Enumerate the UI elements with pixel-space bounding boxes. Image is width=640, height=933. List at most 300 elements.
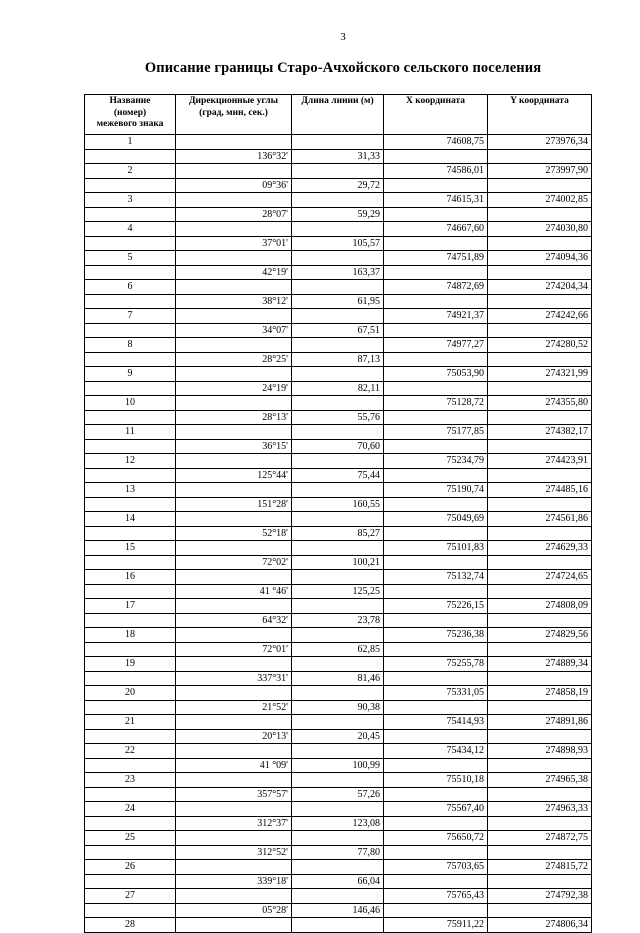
point-name-cell xyxy=(85,265,176,280)
segment-row xyxy=(85,468,592,483)
point-row xyxy=(85,367,592,382)
x-coordinate-cell: 75414,93 xyxy=(384,715,488,730)
angle-cell: 05°28' xyxy=(176,903,292,918)
angle-cell: 312°37' xyxy=(176,816,292,831)
y-coordinate-cell xyxy=(488,903,592,918)
y-coordinate-cell xyxy=(488,787,592,802)
angle-cell xyxy=(176,918,292,933)
x-coordinate-cell: 74977,27 xyxy=(384,338,488,353)
y-coordinate-cell: 274898,93 xyxy=(488,744,592,759)
length-cell: 61,95 xyxy=(292,294,384,309)
point-row xyxy=(85,599,592,614)
x-coordinate-cell xyxy=(384,468,488,483)
header-name-line: (номер) xyxy=(113,107,147,118)
length-cell: 100,99 xyxy=(292,758,384,773)
y-coordinate-cell: 274629,33 xyxy=(488,541,592,556)
table-header-row xyxy=(85,95,592,135)
angle-cell xyxy=(176,744,292,759)
x-coordinate-cell xyxy=(384,294,488,309)
point-name-cell xyxy=(85,526,176,541)
point-row xyxy=(85,715,592,730)
x-coordinate-cell xyxy=(384,149,488,164)
length-cell: 90,38 xyxy=(292,700,384,715)
y-coordinate-cell xyxy=(488,352,592,367)
segment-row xyxy=(85,439,592,454)
y-coordinate-cell: 274382,17 xyxy=(488,425,592,440)
angle-cell: 28°07' xyxy=(176,207,292,222)
angle-cell xyxy=(176,628,292,643)
length-cell: 77,80 xyxy=(292,845,384,860)
point-name-cell xyxy=(85,236,176,251)
x-coordinate-cell: 74751,89 xyxy=(384,251,488,266)
angle-cell xyxy=(176,309,292,324)
length-cell xyxy=(292,135,384,150)
x-coordinate-cell: 74872,69 xyxy=(384,280,488,295)
x-coordinate-cell xyxy=(384,207,488,222)
angle-cell xyxy=(176,193,292,208)
x-coordinate-cell xyxy=(384,526,488,541)
point-row xyxy=(85,222,592,237)
point-name-cell xyxy=(85,787,176,802)
segment-row xyxy=(85,584,592,599)
x-coordinate-cell xyxy=(384,352,488,367)
point-name-cell: 9 xyxy=(85,367,176,382)
x-coordinate-cell: 74608,75 xyxy=(384,135,488,150)
angle-cell: 52°18' xyxy=(176,526,292,541)
point-name-cell: 28 xyxy=(85,918,176,933)
y-coordinate-cell: 274002,85 xyxy=(488,193,592,208)
angle-cell xyxy=(176,773,292,788)
length-cell: 87,13 xyxy=(292,352,384,367)
point-name-cell: 11 xyxy=(85,425,176,440)
segment-row xyxy=(85,671,592,686)
y-coordinate-cell xyxy=(488,816,592,831)
header-length-line: Длина линии (м) xyxy=(301,96,374,106)
x-coordinate-cell: 75234,79 xyxy=(384,454,488,469)
point-name-cell xyxy=(85,294,176,309)
segment-row xyxy=(85,236,592,251)
y-coordinate-cell xyxy=(488,584,592,599)
segment-row xyxy=(85,526,592,541)
point-row xyxy=(85,657,592,672)
y-coordinate-cell xyxy=(488,149,592,164)
y-coordinate-cell: 274423,91 xyxy=(488,454,592,469)
length-cell: 125,25 xyxy=(292,584,384,599)
y-coordinate-cell xyxy=(488,874,592,889)
point-row xyxy=(85,483,592,498)
y-coordinate-cell xyxy=(488,323,592,338)
y-coordinate-cell xyxy=(488,178,592,193)
y-coordinate-cell: 274872,75 xyxy=(488,831,592,846)
x-coordinate-cell xyxy=(384,903,488,918)
y-coordinate-cell xyxy=(488,294,592,309)
y-coordinate-cell: 274485,16 xyxy=(488,483,592,498)
point-name-cell: 26 xyxy=(85,860,176,875)
angle-cell: 38°12' xyxy=(176,294,292,309)
length-cell xyxy=(292,338,384,353)
angle-cell xyxy=(176,889,292,904)
point-row xyxy=(85,280,592,295)
y-coordinate-cell xyxy=(488,236,592,251)
header-y-line: Y координата xyxy=(510,96,569,106)
length-cell: 100,21 xyxy=(292,555,384,570)
y-coordinate-cell: 274321,99 xyxy=(488,367,592,382)
x-coordinate-cell xyxy=(384,178,488,193)
point-row xyxy=(85,309,592,324)
point-name-cell xyxy=(85,381,176,396)
header-length xyxy=(292,95,384,135)
x-coordinate-cell xyxy=(384,816,488,831)
point-name-cell: 12 xyxy=(85,454,176,469)
point-name-cell: 1 xyxy=(85,135,176,150)
length-cell: 160,55 xyxy=(292,497,384,512)
y-coordinate-cell xyxy=(488,410,592,425)
point-row xyxy=(85,570,592,585)
length-cell xyxy=(292,164,384,179)
point-name-cell xyxy=(85,468,176,483)
point-name-cell xyxy=(85,149,176,164)
segment-row xyxy=(85,700,592,715)
y-coordinate-cell xyxy=(488,700,592,715)
point-name-cell: 5 xyxy=(85,251,176,266)
point-name-cell: 27 xyxy=(85,889,176,904)
segment-row xyxy=(85,410,592,425)
point-name-cell: 10 xyxy=(85,396,176,411)
y-coordinate-cell: 274280,52 xyxy=(488,338,592,353)
length-cell xyxy=(292,715,384,730)
segment-row xyxy=(85,642,592,657)
point-row xyxy=(85,860,592,875)
x-coordinate-cell: 75911,22 xyxy=(384,918,488,933)
x-coordinate-cell: 75132,74 xyxy=(384,570,488,585)
point-name-cell xyxy=(85,207,176,222)
segment-row xyxy=(85,323,592,338)
length-cell xyxy=(292,802,384,817)
point-row xyxy=(85,164,592,179)
y-coordinate-cell xyxy=(488,845,592,860)
x-coordinate-cell xyxy=(384,729,488,744)
length-cell xyxy=(292,222,384,237)
y-coordinate-cell xyxy=(488,613,592,628)
boundary-table xyxy=(84,94,592,933)
angle-cell xyxy=(176,483,292,498)
point-row xyxy=(85,396,592,411)
point-name-cell xyxy=(85,845,176,860)
y-coordinate-cell: 273976,34 xyxy=(488,135,592,150)
length-cell: 75,44 xyxy=(292,468,384,483)
length-cell: 29,72 xyxy=(292,178,384,193)
point-name-cell xyxy=(85,729,176,744)
x-coordinate-cell xyxy=(384,439,488,454)
angle-cell: 72°02' xyxy=(176,555,292,570)
y-coordinate-cell: 274806,34 xyxy=(488,918,592,933)
length-cell xyxy=(292,367,384,382)
point-name-cell xyxy=(85,410,176,425)
length-cell xyxy=(292,425,384,440)
length-cell xyxy=(292,570,384,585)
x-coordinate-cell: 75331,05 xyxy=(384,686,488,701)
x-coordinate-cell: 75128,72 xyxy=(384,396,488,411)
segment-row xyxy=(85,845,592,860)
angle-cell: 24°19' xyxy=(176,381,292,396)
point-name-cell: 25 xyxy=(85,831,176,846)
point-name-cell xyxy=(85,178,176,193)
x-coordinate-cell: 75177,85 xyxy=(384,425,488,440)
angle-cell xyxy=(176,657,292,672)
segment-row xyxy=(85,613,592,628)
y-coordinate-cell: 274891,86 xyxy=(488,715,592,730)
length-cell xyxy=(292,396,384,411)
length-cell xyxy=(292,309,384,324)
y-coordinate-cell xyxy=(488,555,592,570)
header-x xyxy=(384,95,488,135)
x-coordinate-cell: 75236,38 xyxy=(384,628,488,643)
length-cell: 123,08 xyxy=(292,816,384,831)
x-coordinate-cell xyxy=(384,671,488,686)
segment-row xyxy=(85,729,592,744)
angle-cell xyxy=(176,599,292,614)
angle-cell xyxy=(176,541,292,556)
x-coordinate-cell xyxy=(384,874,488,889)
length-cell: 59,29 xyxy=(292,207,384,222)
x-coordinate-cell xyxy=(384,787,488,802)
x-coordinate-cell xyxy=(384,758,488,773)
angle-cell: 339°18' xyxy=(176,874,292,889)
point-row xyxy=(85,744,592,759)
angle-cell xyxy=(176,715,292,730)
length-cell: 70,60 xyxy=(292,439,384,454)
point-name-cell: 2 xyxy=(85,164,176,179)
angle-cell: 37°01' xyxy=(176,236,292,251)
angle-cell xyxy=(176,831,292,846)
point-row xyxy=(85,512,592,527)
y-coordinate-cell: 273997,90 xyxy=(488,164,592,179)
segment-row xyxy=(85,178,592,193)
segment-row xyxy=(85,294,592,309)
point-row xyxy=(85,454,592,469)
point-name-cell: 13 xyxy=(85,483,176,498)
x-coordinate-cell xyxy=(384,613,488,628)
length-cell xyxy=(292,541,384,556)
point-name-cell xyxy=(85,874,176,889)
angle-cell: 337°31' xyxy=(176,671,292,686)
point-name-cell: 15 xyxy=(85,541,176,556)
x-coordinate-cell xyxy=(384,381,488,396)
length-cell: 105,57 xyxy=(292,236,384,251)
length-cell xyxy=(292,744,384,759)
point-name-cell: 3 xyxy=(85,193,176,208)
point-name-cell xyxy=(85,584,176,599)
y-coordinate-cell xyxy=(488,729,592,744)
header-angle xyxy=(176,95,292,135)
point-name-cell xyxy=(85,903,176,918)
angle-cell xyxy=(176,860,292,875)
point-name-cell xyxy=(85,671,176,686)
point-name-cell xyxy=(85,555,176,570)
point-row xyxy=(85,628,592,643)
angle-cell xyxy=(176,512,292,527)
length-cell: 55,76 xyxy=(292,410,384,425)
x-coordinate-cell xyxy=(384,555,488,570)
length-cell: 81,46 xyxy=(292,671,384,686)
x-coordinate-cell xyxy=(384,410,488,425)
length-cell: 23,78 xyxy=(292,613,384,628)
angle-cell: 357°57' xyxy=(176,787,292,802)
point-row xyxy=(85,541,592,556)
point-row xyxy=(85,193,592,208)
point-name-cell: 17 xyxy=(85,599,176,614)
length-cell xyxy=(292,657,384,672)
x-coordinate-cell: 74921,37 xyxy=(384,309,488,324)
length-cell: 163,37 xyxy=(292,265,384,280)
x-coordinate-cell xyxy=(384,642,488,657)
point-row xyxy=(85,802,592,817)
point-row xyxy=(85,425,592,440)
x-coordinate-cell: 75650,72 xyxy=(384,831,488,846)
angle-cell xyxy=(176,686,292,701)
length-cell: 85,27 xyxy=(292,526,384,541)
point-row xyxy=(85,889,592,904)
y-coordinate-cell xyxy=(488,758,592,773)
length-cell xyxy=(292,280,384,295)
y-coordinate-cell: 274355,80 xyxy=(488,396,592,411)
y-coordinate-cell: 274889,34 xyxy=(488,657,592,672)
angle-cell xyxy=(176,222,292,237)
x-coordinate-cell: 74667,60 xyxy=(384,222,488,237)
length-cell xyxy=(292,454,384,469)
angle-cell xyxy=(176,338,292,353)
y-coordinate-cell: 274858,19 xyxy=(488,686,592,701)
segment-row xyxy=(85,352,592,367)
angle-cell: 42°19' xyxy=(176,265,292,280)
length-cell xyxy=(292,628,384,643)
y-coordinate-cell xyxy=(488,468,592,483)
y-coordinate-cell xyxy=(488,526,592,541)
point-row xyxy=(85,135,592,150)
point-row xyxy=(85,686,592,701)
header-y xyxy=(488,95,592,135)
angle-cell: 72°01' xyxy=(176,642,292,657)
x-coordinate-cell xyxy=(384,497,488,512)
y-coordinate-cell xyxy=(488,439,592,454)
y-coordinate-cell: 274963,33 xyxy=(488,802,592,817)
y-coordinate-cell: 274030,80 xyxy=(488,222,592,237)
angle-cell xyxy=(176,454,292,469)
header-name-line: межевого знака xyxy=(96,119,164,129)
segment-row xyxy=(85,265,592,280)
angle-cell: 136°32' xyxy=(176,149,292,164)
point-name-cell: 6 xyxy=(85,280,176,295)
point-name-cell: 20 xyxy=(85,686,176,701)
x-coordinate-cell: 75053,90 xyxy=(384,367,488,382)
y-coordinate-cell xyxy=(488,265,592,280)
angle-cell: 151°28' xyxy=(176,497,292,512)
point-row xyxy=(85,338,592,353)
segment-row xyxy=(85,497,592,512)
x-coordinate-cell xyxy=(384,236,488,251)
y-coordinate-cell: 274242,66 xyxy=(488,309,592,324)
angle-cell: 36°15' xyxy=(176,439,292,454)
segment-row xyxy=(85,787,592,802)
length-cell: 20,45 xyxy=(292,729,384,744)
point-name-cell: 14 xyxy=(85,512,176,527)
length-cell: 82,11 xyxy=(292,381,384,396)
point-row xyxy=(85,773,592,788)
length-cell xyxy=(292,686,384,701)
x-coordinate-cell: 75101,83 xyxy=(384,541,488,556)
page-number: 3 xyxy=(340,31,346,43)
y-coordinate-cell xyxy=(488,671,592,686)
point-name-cell xyxy=(85,497,176,512)
y-coordinate-cell: 274829,56 xyxy=(488,628,592,643)
point-name-cell: 7 xyxy=(85,309,176,324)
y-coordinate-cell: 274815,72 xyxy=(488,860,592,875)
segment-row xyxy=(85,555,592,570)
angle-cell: 64°32' xyxy=(176,613,292,628)
y-coordinate-cell: 274965,38 xyxy=(488,773,592,788)
point-name-cell: 24 xyxy=(85,802,176,817)
point-name-cell: 8 xyxy=(85,338,176,353)
y-coordinate-cell: 274561,86 xyxy=(488,512,592,527)
angle-cell: 28°13' xyxy=(176,410,292,425)
x-coordinate-cell xyxy=(384,845,488,860)
y-coordinate-cell xyxy=(488,497,592,512)
angle-cell: 20°13' xyxy=(176,729,292,744)
point-name-cell xyxy=(85,439,176,454)
angle-cell xyxy=(176,164,292,179)
x-coordinate-cell: 75255,78 xyxy=(384,657,488,672)
y-coordinate-cell: 274094,36 xyxy=(488,251,592,266)
point-row xyxy=(85,918,592,933)
angle-cell xyxy=(176,802,292,817)
angle-cell: 34°07' xyxy=(176,323,292,338)
angle-cell xyxy=(176,367,292,382)
angle-cell: 125°44' xyxy=(176,468,292,483)
x-coordinate-cell xyxy=(384,584,488,599)
y-coordinate-cell xyxy=(488,381,592,396)
length-cell xyxy=(292,599,384,614)
point-name-cell: 16 xyxy=(85,570,176,585)
angle-cell xyxy=(176,251,292,266)
length-cell: 146,46 xyxy=(292,903,384,918)
point-row xyxy=(85,251,592,266)
x-coordinate-cell xyxy=(384,265,488,280)
x-coordinate-cell: 75049,69 xyxy=(384,512,488,527)
x-coordinate-cell: 75226,15 xyxy=(384,599,488,614)
x-coordinate-cell xyxy=(384,323,488,338)
angle-cell: 41 °46' xyxy=(176,584,292,599)
angle-cell: 09°36' xyxy=(176,178,292,193)
length-cell xyxy=(292,889,384,904)
angle-cell xyxy=(176,135,292,150)
point-name-cell: 21 xyxy=(85,715,176,730)
header-name xyxy=(85,95,176,135)
angle-cell: 28°25' xyxy=(176,352,292,367)
y-coordinate-cell: 274204,34 xyxy=(488,280,592,295)
point-name-cell: 4 xyxy=(85,222,176,237)
x-coordinate-cell: 74586,01 xyxy=(384,164,488,179)
x-coordinate-cell: 75703,65 xyxy=(384,860,488,875)
length-cell: 66,04 xyxy=(292,874,384,889)
angle-cell xyxy=(176,425,292,440)
point-name-cell xyxy=(85,758,176,773)
angle-cell xyxy=(176,570,292,585)
x-coordinate-cell: 75510,18 xyxy=(384,773,488,788)
angle-cell xyxy=(176,280,292,295)
length-cell xyxy=(292,251,384,266)
length-cell: 57,26 xyxy=(292,787,384,802)
y-coordinate-cell: 274724,65 xyxy=(488,570,592,585)
